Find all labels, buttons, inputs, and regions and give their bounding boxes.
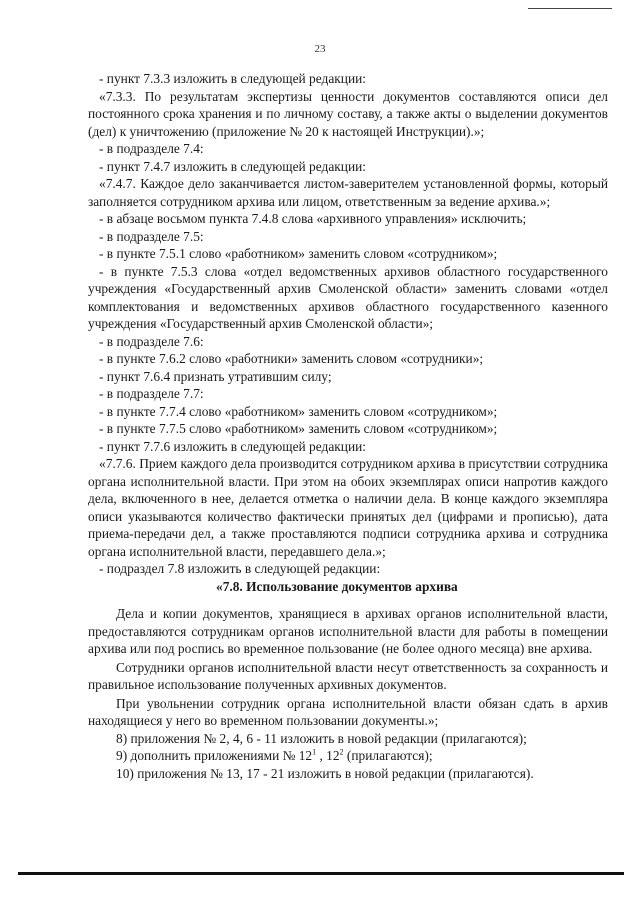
paragraph: «7.3.3. По результатам экспертизы ценности документов составляются описи дел постоянного срока хранения и по личному составу, а также акты о выделении документов (дел) к уничтожению (приложение № 20 к настоящей Инструкции).»; (88, 88, 608, 139)
paragraph: - пункт 7.3.3 изложить в следующей редакции: (99, 71, 367, 86)
superscript: 2 (339, 747, 344, 757)
list-item-text: (прилагаются); (343, 748, 433, 763)
paragraph: - подраздел 7.8 изложить в следующей редакции: (99, 561, 381, 576)
page-number: 23 (314, 43, 326, 55)
section-paragraph: Дела и копии документов, хранящиеся в архивах органов исполнительной власти, предоставляются сотрудникам органов исполнительной власти для работы в помещении архива или под роспись во временное пользование (не более одного месяца) вне архива. (88, 606, 608, 656)
paragraph: - в пункте 7.6.2 слово «работники» заменить словом «сотрудники»; (99, 351, 484, 366)
paragraph: - в абзаце восьмом пункта 7.4.8 слова «архивного управления» исключить; (99, 211, 527, 226)
list-item-text: 9) дополнить приложениями № 12 (116, 748, 313, 763)
paragraph: - в пункте 7.5.1 слово «работником» заменить словом «сотрудником»; (99, 246, 498, 261)
paragraph: - пункт 7.6.4 признать утратившим силу; (99, 368, 332, 384)
paragraph: - в пункте 7.7.4 слово «работником» заменить словом «сотрудником»; (99, 403, 498, 419)
spacer (88, 595, 608, 605)
paragraph: - в подразделе 7.5: (99, 228, 204, 244)
paragraph: - в пункте 7.5.3 слова «отдел ведомственных архивов областного государственного учреждения «Государственный архив Смоленской области» заменить словами «отдел комплектования и ведомственных архивов областного государственного казенного учреждения «Государственный архив Смоленской области»; (88, 263, 608, 331)
paragraph: «7.7.6. Прием каждого дела производится сотрудником архива в присутствии сотрудника органа исполнительной власти. При этом на обоих экземплярах описи напротив каждого дела, включенного в нее, делается отметка о наличии дела. В конце каждого экземпляра описи указываются количество фактически принятых дел (цифрами и прописью), дата приема-передачи дел, а также проставляются подписи сотрудника архива и сотрудника органа исполнительной власти, передавшего дела.»; (88, 456, 608, 559)
paragraph: - пункт 7.4.7 изложить в следующей редакции: (99, 158, 367, 174)
paragraph: - в подразделе 7.6: (99, 333, 204, 349)
section-paragraph: Сотрудники органов исполнительной власти несут ответственность за сохранность и правильное использование полученных архивных документов. (88, 659, 608, 692)
list-item (88, 747, 608, 765)
top-rule (528, 8, 612, 9)
paragraph: - в подразделе 7.7: (99, 386, 204, 401)
paragraph: - пункт 7.7.6 изложить в следующей редакции: (99, 438, 367, 454)
list-item: 8) приложения № 2, 4, 6 - 11 изложить в новой редакции (прилагаются); (116, 730, 527, 746)
paragraph: - в пункте 7.7.5 слово «работником» заменить словом «сотрудником»; (99, 421, 498, 436)
section-paragraph: При увольнении сотрудник органа исполнительной власти обязан сдать в архив находящиеся у него во временном пользовании документы.»; (88, 695, 608, 728)
paragraph: «7.4.7. Каждое дело заканчивается листом-заверителем установленной формы, который заполняется сотрудником архива или лицом, ответственным за ведение архива.»; (88, 176, 608, 209)
superscript: 1 (312, 747, 317, 757)
document-body (88, 70, 608, 782)
paragraph: - в подразделе 7.4: (99, 141, 204, 156)
section-heading: «7.8. Использование документов архива (216, 578, 458, 594)
list-item-text: , 12 (316, 748, 340, 763)
list-item: 10) приложения № 13, 17 - 21 изложить в новой редакции (прилагаются). (116, 765, 534, 781)
bottom-scan-bar (18, 872, 624, 875)
